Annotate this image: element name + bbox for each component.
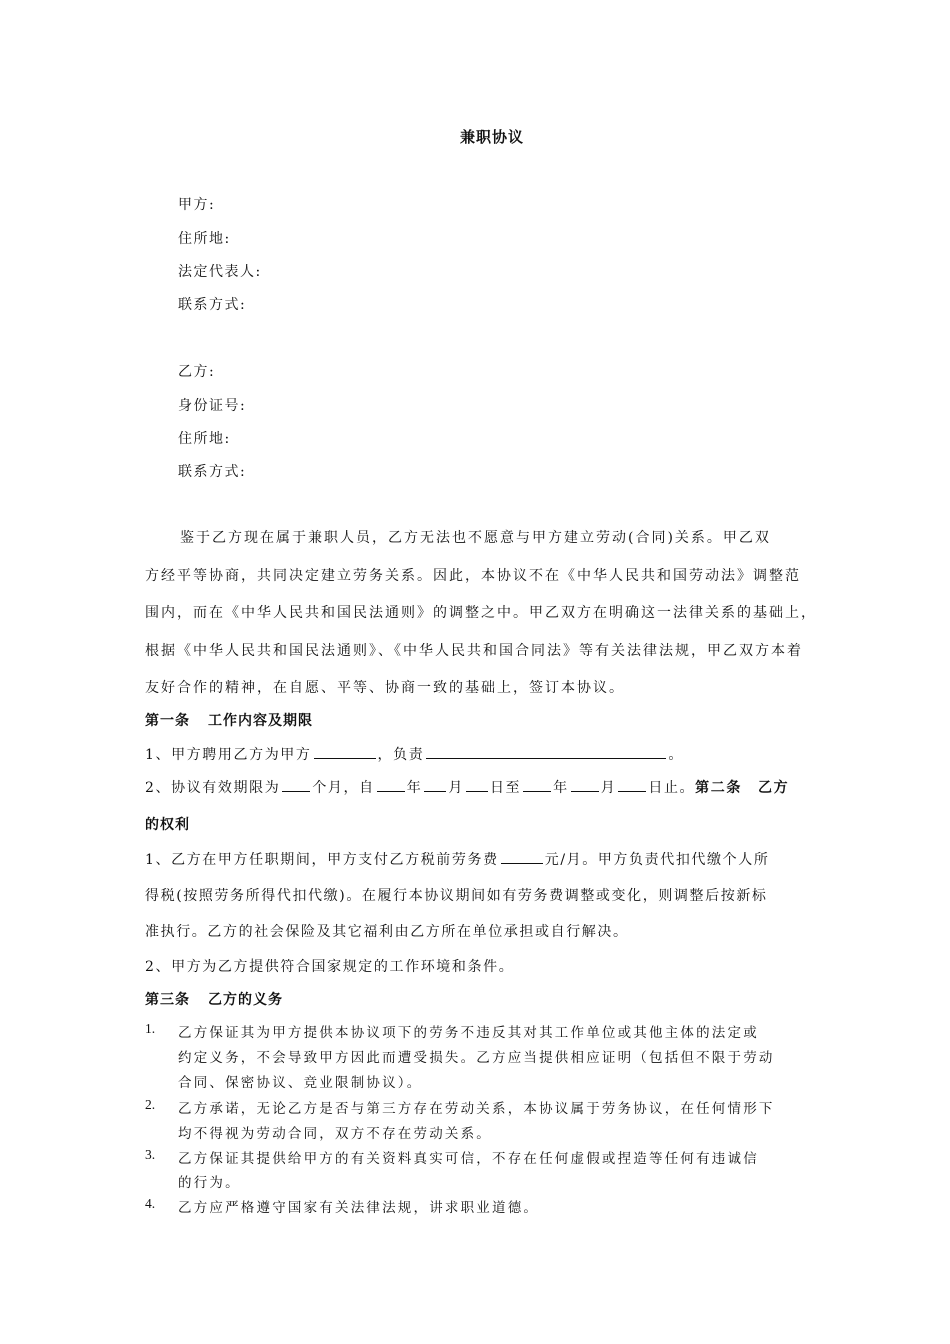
party-b-name-label: 乙方:: [178, 364, 216, 380]
party-a-address-label: 住所地:: [178, 231, 231, 247]
party-b-address-label: 住所地:: [178, 431, 231, 447]
list-item-line: 乙方保证其为甲方提供本协议项下的劳务不违反其对其工作单位或其他主体的法定或: [178, 1025, 759, 1041]
list-item-line: 乙方应严格遵守国家有关法律法规，讲求职业道德。: [178, 1200, 540, 1216]
party-b-id-label: 身份证号:: [178, 398, 247, 414]
preamble-line: 友好合作的精神，在自愿、平等、协商一致的基础上，签订本协议。: [145, 680, 625, 696]
list-item-line: 合同、保密协议、竞业限制协议）。: [178, 1075, 423, 1091]
list-item-line: 均不得视为劳动合同，双方不存在劳动关系。: [178, 1126, 492, 1142]
blank-position: [314, 743, 376, 759]
list-item-number: 3.: [145, 1147, 156, 1162]
article-3-title: 乙方的义务: [208, 992, 283, 1008]
article-1-number: 第一条: [145, 713, 190, 729]
article-1-item-2: 2、协议有效期限为 个月，自 年 月 日至 年 月 日止。第二条 乙方: [145, 776, 789, 797]
article-1-heading: [145, 710, 313, 730]
blank-duty: [426, 743, 666, 759]
list-item-number: 1.: [145, 1021, 156, 1036]
blank-fee: [501, 848, 543, 864]
party-a-name-label: 甲方:: [178, 197, 216, 213]
article-1-item-1: 1、甲方聘用乙方为甲方 ，负责 。: [145, 743, 684, 764]
article-2-title-cont: 的权利: [145, 817, 190, 833]
preamble-line: 鉴于乙方现在属于兼职人员，乙方无法也不愿意与甲方建立劳动(合同)关系。甲乙双: [180, 530, 771, 546]
list-item-number: 2.: [145, 1097, 156, 1112]
list-item-line: 约定义务，不会导致甲方因此而遭受损失。乙方应当提供相应证明（包括但不限于劳动: [178, 1050, 775, 1066]
party-a-contact-label: 联系方式:: [178, 297, 247, 313]
party-a-rep-label: 法定代表人:: [178, 264, 262, 280]
preamble-line: 围内，而在《中华人民共和国民法通则》的调整之中。甲乙双方在明确这一法律关系的基础上，: [145, 605, 817, 621]
list-item-line: 乙方保证其提供给甲方的有关资料真实可信，不存在任何虚假或捏造等任何有违诚信: [178, 1151, 759, 1167]
list-item-line: 乙方承诺，无论乙方是否与第三方存在劳动关系，本协议属于劳务协议，在任何情形下: [178, 1101, 775, 1117]
list-item-line: 的行为。: [178, 1175, 241, 1191]
article-2-item-1-cont: 准执行。乙方的社会保险及其它福利由乙方所在单位承担或自行解决。: [145, 924, 629, 940]
article-2-item-1: 1、乙方在甲方任职期间，甲方支付乙方税前劳务费 元/月。甲方负责代扣代缴个人所: [145, 848, 769, 869]
preamble-line: 根据《中华人民共和国民法通则》、《中华人民共和国合同法》等有关法律法规，甲乙双方本着: [145, 643, 803, 659]
preamble-line: 方经平等协商，共同决定建立劳务关系。因此，本协议不在《中华人民共和国劳动法》调整范: [145, 568, 801, 584]
article-3-number: 第三条: [145, 992, 190, 1008]
article-1-title: 工作内容及期限: [208, 713, 313, 729]
article-2-title-part: 乙方: [757, 780, 790, 796]
document-title: 兼职协议: [459, 128, 524, 146]
article-2-item-1-cont: 得税(按照劳务所得代扣代缴)。在履行本协议期间如有劳务费调整或变化，则调整后按新标: [145, 888, 768, 904]
article-3-heading: [145, 989, 283, 1009]
article-2-item-2: 2、甲方为乙方提供符合国家规定的工作环境和条件。: [145, 959, 515, 975]
party-b-contact-label: 联系方式:: [178, 464, 247, 480]
list-item-number: 4.: [145, 1196, 156, 1211]
article-2-number: 第二条: [695, 780, 742, 796]
